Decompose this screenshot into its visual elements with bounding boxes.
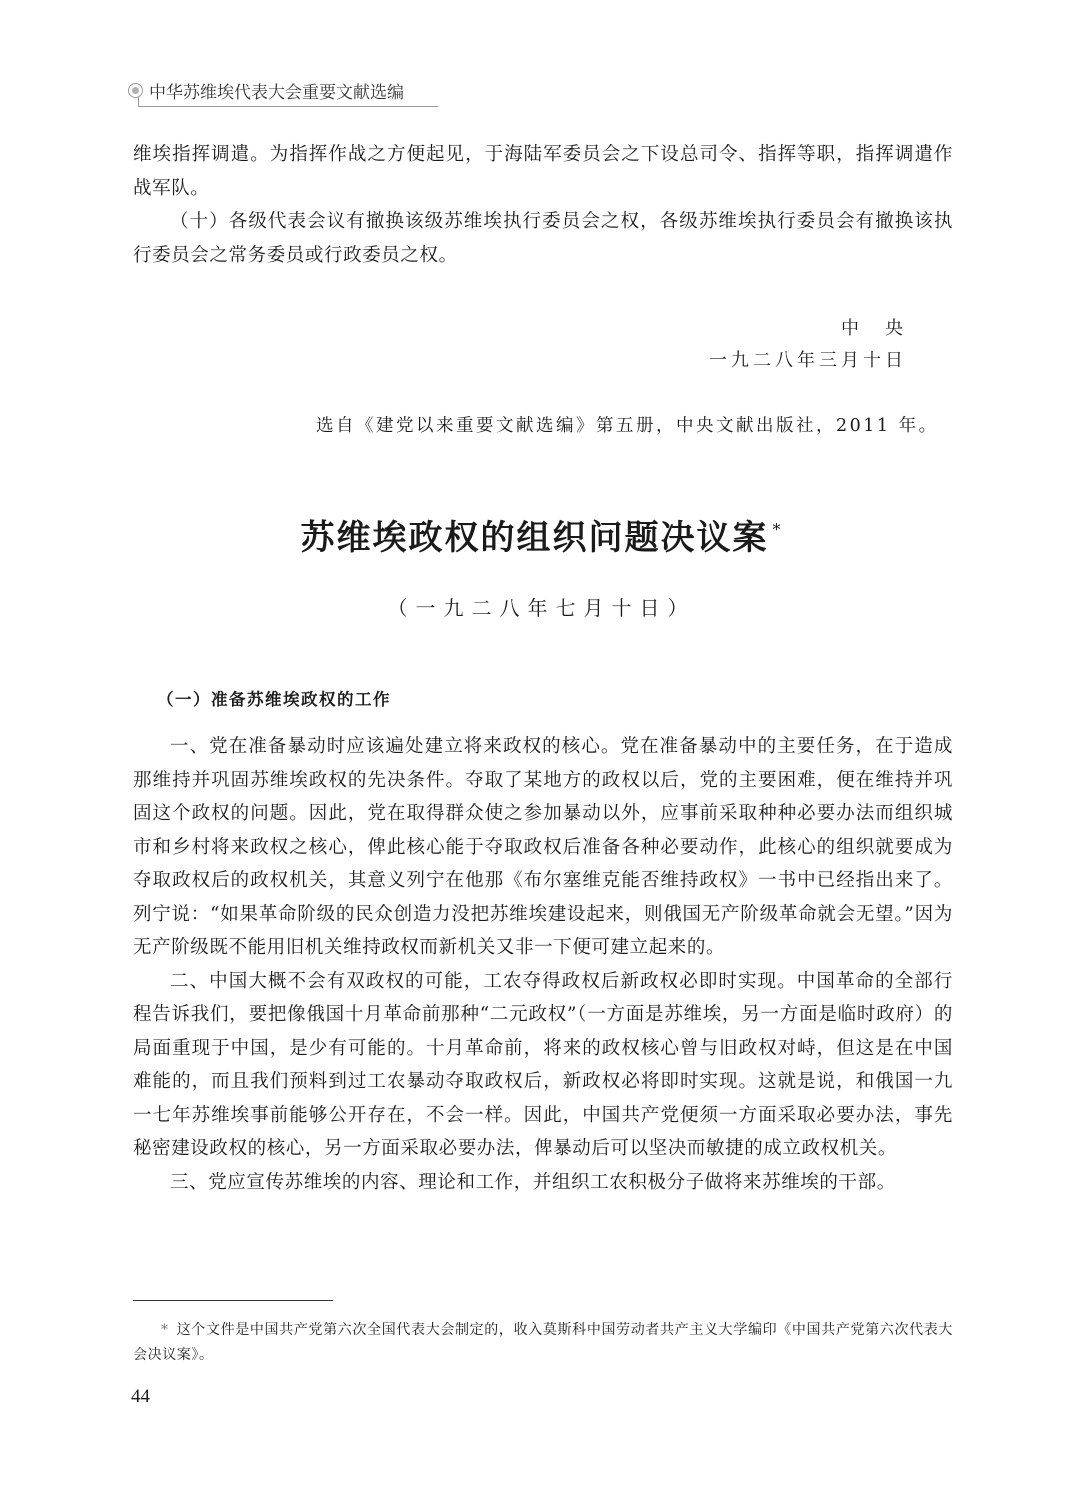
footnote-divider xyxy=(133,1300,333,1301)
paragraph: 一、党在准备暴动时应该遍处建立将来政权的核心。党在准备暴动中的主要任务，在于造成那维持并巩固苏维埃政权的先决条件。夺取了某地方的政权以后，党的主要困难，便在维持并巩固这个政权的问题。因此，党在取得群众使之参加暴动以外，应事前采取种种必要办法而组织城市和乡村将来政权之核心，俾此核心能于夺取政权后准备各种必要动作，此核心的组织就要成为夺取政权后的政权机关，其意义列宁在他那《布尔塞维克能否维持政权》一书中已经指出来了。列宁说：“如果革命阶级的民众创造力没把苏维埃建设起来，则俄国无产阶级革命就会无望。”因为无产阶级既不能用旧机关维持政权而新机关又非一下便可建立起来的。 xyxy=(133,736,953,958)
signature-date: 一九二八年三月十日 xyxy=(709,350,907,371)
circle-dot-icon xyxy=(128,83,143,98)
paragraph: 维埃指挥调遣。为指挥作战之方便起见，于海陆军委员会之下设总司令、指挥等职，指挥调遣作战军队。 xyxy=(133,144,953,199)
paragraph: （十）各级代表会议有撤换该级苏维埃执行委员会之权，各级苏维埃执行委员会有撤换该执行委员会之常务委员或行政委员之权。 xyxy=(133,211,953,266)
book-title: 中华苏维埃代表大会重要文献选编 xyxy=(149,83,404,103)
paragraph: 三、党应宣传苏维埃的内容、理论和工作，并组织工农积极分子做将来苏维埃的干部。 xyxy=(170,1171,896,1193)
page-number: 44 xyxy=(131,1386,150,1407)
document-date: （一九二八年七月十日） xyxy=(387,596,696,620)
paragraph: 二、中国大概不会有双政权的可能，工农夺得政权后新政权必即时实现。中国革命的全部行程告诉我们，要把像俄国十月革命前那种“二元政权”（一方面是苏维埃，另一方面是临时政府）的局面重现于中国，是少有可能的。十月革命前，将来的政权核心曾与旧政权对峙，但这是在中国难能的，而且我们预料到过工农暴动夺取政权后，新政权必将即时实现。这就是说，和俄国一九一七年苏维埃事前能够公开存在，不会一样。因此，中国共产党便须一方面采取必要办法，事先秘密建设政权的核心，另一方面采取必要办法，俾暴动后可以坚决而敏捷的成立政权机关。 xyxy=(133,970,953,1159)
document-title-text: 苏维埃政权的组织问题决议案 xyxy=(300,518,769,558)
running-header xyxy=(128,78,404,107)
footnote-mark: * xyxy=(161,1322,169,1338)
document-title xyxy=(0,510,1083,559)
footnote-text: 这个文件是中国共产党第六次全国代表大会制定的，收入莫斯科中国劳动者共产主义大学编印《中国共产党第六次代表大会决议案》。 xyxy=(133,1322,953,1363)
document-body xyxy=(133,730,953,1199)
footnote-reference[interactable]: * xyxy=(772,520,783,539)
signature-issuer: 中 央 xyxy=(841,318,907,339)
header-rule xyxy=(138,106,438,107)
previous-document-text xyxy=(133,138,953,272)
source-citation: 选自《建党以来重要文献选编》第五册，中央文献出版社，2011 年。 xyxy=(316,416,939,436)
section-heading: （一）准备苏维埃政权的工作 xyxy=(157,690,391,709)
footnote xyxy=(133,1318,953,1368)
